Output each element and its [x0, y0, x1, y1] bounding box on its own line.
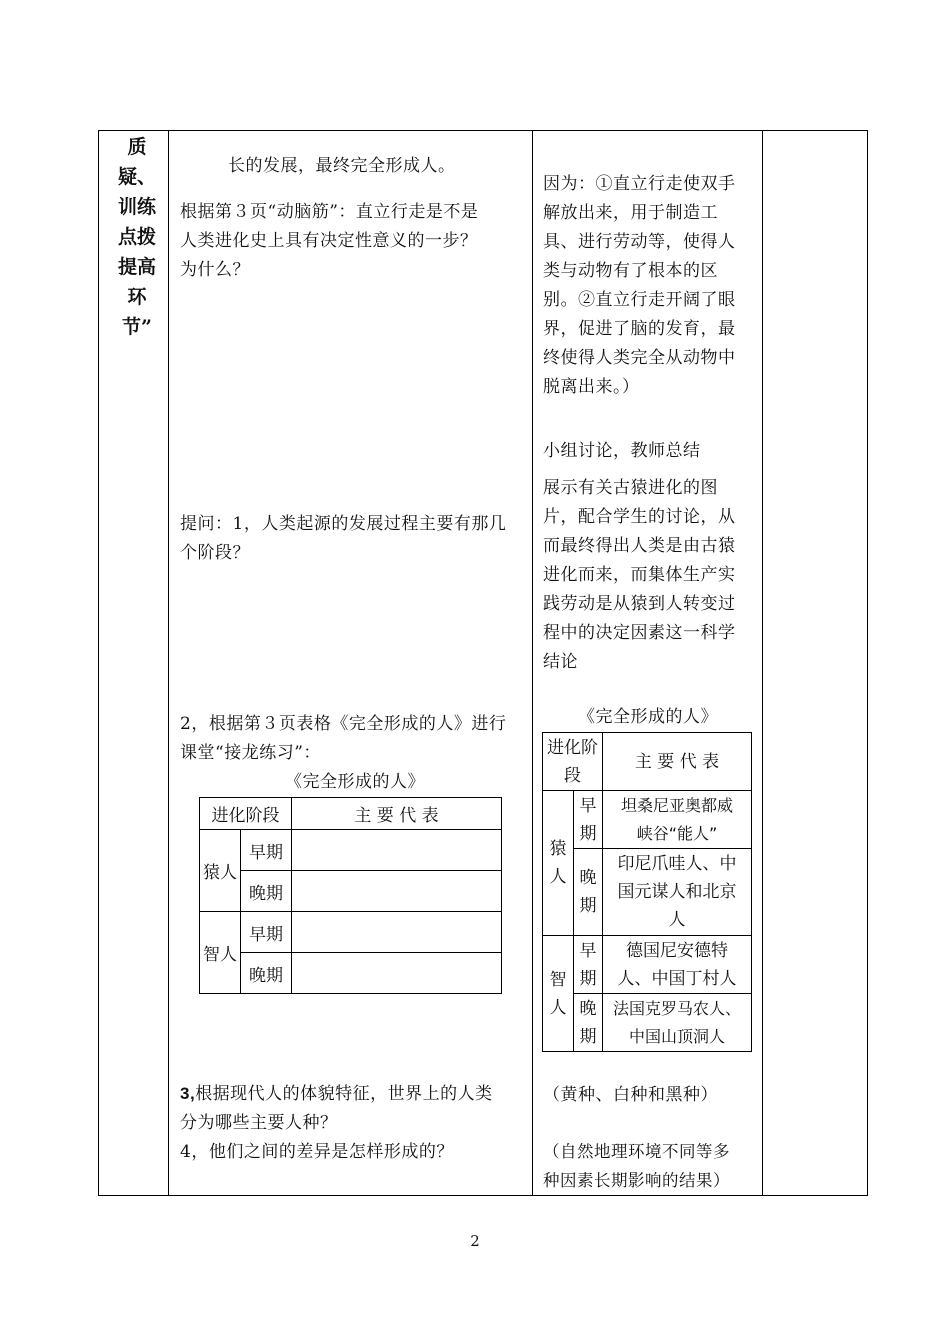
period-early: 早期	[241, 912, 292, 953]
text-line	[180, 1079, 493, 1109]
text-line: 智	[549, 969, 567, 990]
stage-label	[112, 132, 162, 342]
text-line: 进化而来，而集体生产实	[543, 565, 736, 585]
blank-evolution-table	[199, 797, 502, 994]
group-homo-sapiens: 智人	[200, 912, 241, 994]
answer-bipedal	[543, 170, 736, 402]
question-bipedal	[180, 198, 478, 285]
text-line: 因为：①直立行走使双手	[543, 174, 736, 194]
text-line: 具、进行劳动等，使得人	[543, 232, 736, 252]
text-line: 提问：1，人类起源的发展过程主要有那几	[180, 514, 507, 534]
group-ape-man: 猿人	[200, 830, 241, 912]
answer-table-title: 《完全形成的人》	[578, 707, 718, 727]
lesson-table-frame	[98, 130, 868, 1196]
text-line: 人、中国丁村人	[617, 968, 737, 989]
text-line: 坦桑尼亚奥都威	[620, 795, 733, 815]
period-late: 晚期	[241, 953, 292, 994]
text-line: 德国尼安德特	[626, 940, 728, 961]
text-line: 晚	[579, 998, 597, 1019]
stage-label-line: 质	[127, 136, 147, 158]
text-line: 界，促进了脑的发育，最	[543, 319, 736, 339]
column-divider-1	[168, 130, 169, 1196]
text-line: （自然地理环境不同等多	[543, 1142, 730, 1161]
period-late	[574, 994, 603, 1052]
text-line: 结论	[543, 652, 578, 672]
activity-show-pictures	[543, 474, 736, 677]
sapiens-late-answer	[603, 994, 752, 1052]
text-line: 课堂“接龙练习”：	[180, 743, 321, 763]
text-line: 人	[549, 867, 567, 887]
text-line: 早	[579, 795, 597, 816]
period-late: 晚期	[241, 871, 292, 912]
group-homo-sapiens	[543, 936, 574, 1052]
text-span: 根据现代人的体貌特征，世界上的人类	[195, 1084, 493, 1104]
text-line: 猿	[549, 839, 567, 859]
text-line: 践劳动是从猿到人转变过	[543, 594, 736, 614]
period-early: 早期	[241, 830, 292, 871]
text-line: 期	[579, 823, 597, 844]
text-line: 段	[564, 765, 581, 786]
text-line: 分为哪些主要人种？	[180, 1113, 338, 1133]
text-line: 法国克罗马农人、	[612, 998, 741, 1018]
header-representatives: 主 要 代 表	[603, 733, 752, 791]
period-late	[574, 849, 603, 936]
text-line: 进化阶	[547, 737, 598, 758]
period-early	[574, 791, 603, 849]
text-line: 中国山顶洞人	[628, 1026, 725, 1046]
blank-table-title: 《完全形成的人》	[285, 772, 425, 792]
blank-answer-cell[interactable]	[292, 912, 502, 953]
text-line: 根据第３页“动脑筋”：直立行走是不是	[180, 202, 479, 222]
group-ape-man	[543, 791, 574, 936]
text-line: 个阶段？	[180, 543, 250, 563]
ape-late-answer	[603, 849, 752, 936]
stage-label-line: 节”	[122, 316, 152, 338]
text-line: 人类进化史上具有决定性意义的一步？	[180, 231, 478, 251]
header-representatives: 主 要 代 表	[292, 798, 502, 830]
text-line: 别。②直立行走开阔了眼	[543, 290, 736, 310]
text-line: 种因素长期影响的结果）	[543, 1171, 730, 1190]
question-relay-exercise	[180, 710, 506, 768]
group-discussion-note: 小组讨论，教师总结	[543, 441, 701, 461]
stage-label-line: 提高	[117, 256, 156, 278]
stage-label-line: 训练	[117, 196, 156, 218]
text-line: 解放出来，用于制造工	[543, 203, 718, 223]
question-number: 3,	[180, 1084, 196, 1103]
stage-label-line: 环	[127, 286, 147, 308]
blank-answer-cell[interactable]	[292, 830, 502, 871]
text-line: 早	[579, 940, 597, 961]
text-line: 期	[579, 968, 597, 989]
text-line: 期	[579, 1026, 597, 1047]
answer-races: （黄种、白种和黑种）	[543, 1085, 718, 1105]
text-line: 脱离出来。）	[543, 377, 640, 397]
column-divider-3	[762, 130, 763, 1196]
intro-line: 长的发展，最终完全形成人。	[228, 156, 456, 176]
text-line: 程中的决定因素这一科学	[543, 623, 736, 643]
sapiens-early-answer	[603, 936, 752, 994]
stage-label-line: 点拨	[117, 226, 156, 248]
text-line: 为什么？	[180, 260, 250, 280]
stage-label-line: 疑、	[117, 166, 156, 188]
text-line: 人	[668, 910, 686, 930]
text-line: 而最终得出人类是由古猿	[543, 536, 736, 556]
text-line: 片，配合学生的讨论，从	[543, 507, 736, 527]
text-line: 展示有关古猿进化的图	[543, 478, 718, 498]
question-stages	[180, 510, 506, 568]
page-number: 2	[470, 1232, 480, 1250]
answer-evolution-table	[542, 732, 752, 1052]
question-races	[180, 1079, 493, 1167]
column-divider-2	[532, 130, 533, 1196]
blank-answer-cell[interactable]	[292, 953, 502, 994]
text-line: 2，根据第３页表格《完全形成的人》进行	[180, 714, 507, 734]
period-early	[574, 936, 603, 994]
text-line: 晚	[579, 868, 597, 888]
ape-early-answer	[603, 791, 752, 849]
text-line: 国元谋人和北京	[617, 882, 737, 902]
text-line: 人	[549, 997, 567, 1018]
text-line: 期	[579, 896, 597, 916]
answer-race-causes	[543, 1137, 730, 1195]
text-line: 印尼爪哇人、中	[617, 854, 737, 874]
header-stage	[543, 733, 603, 791]
text-line: 峡谷“能人”	[636, 823, 718, 843]
text-line: 终使得人类完全从动物中	[543, 348, 736, 368]
text-line: 4，他们之间的差异是怎样形成的？	[180, 1142, 454, 1162]
header-stage: 进化阶段	[200, 798, 292, 830]
blank-answer-cell[interactable]	[292, 871, 502, 912]
text-line: 类与动物有了根本的区	[543, 261, 718, 281]
